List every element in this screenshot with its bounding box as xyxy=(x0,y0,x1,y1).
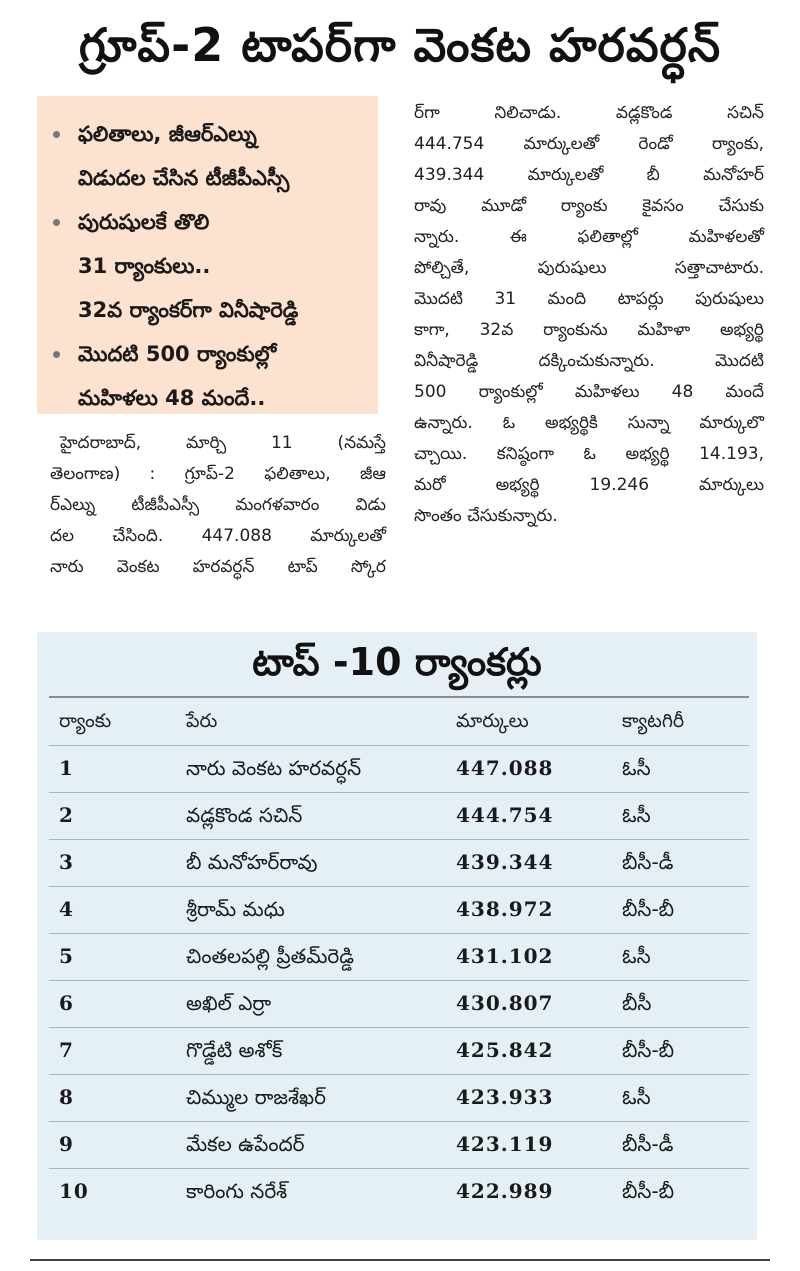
table-row xyxy=(49,886,749,934)
article-line: 444.754 మార్కులతో రెండో ర్యాంకు, xyxy=(414,134,764,154)
article-line: 500 ర్యాంకుల్లో మహిళలు 48 మందే xyxy=(414,382,764,402)
highlight-item xyxy=(53,112,364,200)
article-line: తెలంగాణ) : గ్రూప్-2 ఫలితాలు, జీఆ xyxy=(50,464,386,484)
top10-table-panel xyxy=(37,632,757,1240)
name-cell: చిమ్ముల రాజశేఖర్ xyxy=(186,1085,326,1109)
article-line: దల చేసింది. 447.088 మార్కులతో xyxy=(50,526,386,546)
highlights-box xyxy=(37,96,378,414)
marks-cell: 422.989 xyxy=(456,1179,554,1203)
article-line: సొంతం చేసుకున్నారు. xyxy=(414,506,558,526)
article-right-column xyxy=(414,98,764,532)
highlight-item xyxy=(53,200,364,332)
rank-cell: 4 xyxy=(59,897,74,921)
name-cell: చింతలపల్లి ప్రీతమ్‌రెడ్డి xyxy=(186,944,355,968)
article-line: మరో అభ్యర్థి 19.246 మార్కులు xyxy=(414,475,764,495)
category-cell: ఓసీ xyxy=(622,1085,651,1109)
table-row xyxy=(49,792,749,840)
category-cell: బీసీ-డీ xyxy=(622,1132,674,1156)
category-cell: ఓసీ xyxy=(622,944,651,968)
category-cell: ఓసీ xyxy=(622,756,651,780)
table-title: టాప్ -10 ర్యాంకర్లు xyxy=(252,640,542,684)
rank-cell: 7 xyxy=(59,1038,74,1062)
article-line: న్నారు. ఈ ఫలితాల్లో మహిళలతో xyxy=(414,227,764,247)
table-row xyxy=(49,1168,749,1215)
marks-cell: 423.119 xyxy=(456,1132,554,1156)
bullet-icon xyxy=(53,351,60,358)
article-line: ర్ఎల్ను టీజీపీఎస్సీ మంగళవారం విడు xyxy=(50,495,386,515)
article-left-column xyxy=(50,428,386,583)
rank-cell: 5 xyxy=(59,944,74,968)
article-line: మొదటి 31 మంది టాపర్లు పురుషులు xyxy=(414,289,764,309)
rank-cell: 2 xyxy=(59,803,74,827)
highlight-line: మొదటి 500 ర్యాంకుల్లో xyxy=(78,342,277,366)
table-row xyxy=(49,980,749,1028)
article-line: నారు వెంకట హరవర్ధన్ టాప్ స్కోర xyxy=(50,557,386,577)
marks-cell: 423.933 xyxy=(456,1085,554,1109)
name-cell: మేకల ఉపేందర్ xyxy=(186,1132,305,1156)
category-cell: బీసీ xyxy=(622,991,652,1015)
table-row xyxy=(49,1027,749,1075)
article-line: హైదరాబాద్, మార్చి 11 (నమస్తే xyxy=(60,433,386,453)
marks-cell: 430.807 xyxy=(456,991,554,1015)
article-line: వినీషారెడ్డి దక్కించుకున్నారు. మొదటి xyxy=(414,351,764,371)
marks-cell: 447.088 xyxy=(456,756,554,780)
category-cell: బీసీ-బీ xyxy=(622,1179,675,1203)
category-cell: బీసీ-బీ xyxy=(622,1038,675,1062)
rank-cell: 3 xyxy=(59,850,74,874)
table-row xyxy=(49,1074,749,1122)
name-cell: వడ్లకొండ సచిన్ xyxy=(186,803,303,827)
table-header-row xyxy=(49,698,749,746)
table-row xyxy=(49,933,749,981)
column-header-category: క్యాటగిరీ xyxy=(622,710,685,732)
highlight-line: మహిళలు 48 మందే.. xyxy=(78,386,266,410)
article-line: రావు మూడో ర్యాంకు కైవసం చేసుకు xyxy=(414,196,764,216)
name-cell: గొడ్డేటి అశోక్ xyxy=(186,1038,283,1062)
bullet-icon xyxy=(53,131,60,138)
highlight-item xyxy=(53,332,364,420)
table-row xyxy=(49,745,749,793)
category-cell: బీసీ-డీ xyxy=(622,850,674,874)
headline: గ్రూప్-2 టాపర్‌గా వెంకట హరవర్ధన్ xyxy=(78,18,722,72)
table-row xyxy=(49,839,749,887)
name-cell: నారు వెంకట హరవర్ధన్ xyxy=(186,756,362,780)
marks-cell: 444.754 xyxy=(456,803,554,827)
article-line: కాగా, 32వ ర్యాంకును మహిళా అభ్యర్థి xyxy=(414,320,764,340)
article-line: పోల్చితే, పురుషులు సత్తాచాటారు. xyxy=(414,258,764,278)
column-header-marks: మార్కులు xyxy=(456,710,529,732)
marks-cell: 439.344 xyxy=(456,850,554,874)
rank-cell: 9 xyxy=(59,1132,74,1156)
name-cell: శ్రీరామ్ మధు xyxy=(186,897,285,921)
rank-cell: 8 xyxy=(59,1085,74,1109)
category-cell: బీసీ-బీ xyxy=(622,897,675,921)
marks-cell: 425.842 xyxy=(456,1038,554,1062)
rank-cell: 10 xyxy=(59,1179,89,1203)
highlight-line: విడుదల చేసిన టీజీపీఎస్సీ xyxy=(78,166,290,190)
highlight-line: 31 ర్యాంకులు.. xyxy=(78,254,211,278)
marks-cell: 431.102 xyxy=(456,944,554,968)
category-cell: ఓసీ xyxy=(622,803,651,827)
name-cell: కారింగు నరేశ్ xyxy=(186,1179,288,1203)
highlight-line: ఫలితాలు, జీఆర్ఎల్ను xyxy=(78,122,257,146)
highlight-line: పురుషులకే తొలి xyxy=(78,210,210,234)
article-line: 439.344 మార్కులతో బీ మనోహర్ xyxy=(414,165,764,185)
highlight-line: 32వ ర్యాంకర్‌గా వినీషారెడ్డి xyxy=(78,298,299,322)
name-cell: బీ మనోహర్‌రావు xyxy=(186,850,318,874)
article-line: ర్‌గా నిలిచాడు. వడ్లకొండ సచిన్ xyxy=(414,103,764,123)
name-cell: అఖిల్ ఎర్రా xyxy=(186,991,272,1015)
rank-cell: 1 xyxy=(59,756,74,780)
rank-cell: 6 xyxy=(59,991,74,1015)
bullet-icon xyxy=(53,219,60,226)
marks-cell: 438.972 xyxy=(456,897,554,921)
article-line: చ్చాయి. కనిష్ఠంగా ఓ అభ్యర్థి 14.193, xyxy=(414,444,764,464)
footer-divider xyxy=(30,1259,770,1261)
column-header-name: పేరు xyxy=(186,710,218,732)
article-line: ఉన్నారు. ఓ అభ్యర్థికి సున్నా మార్కులొ xyxy=(414,413,764,433)
column-header-rank: ర్యాంకు xyxy=(59,710,112,732)
table-row xyxy=(49,1121,749,1169)
